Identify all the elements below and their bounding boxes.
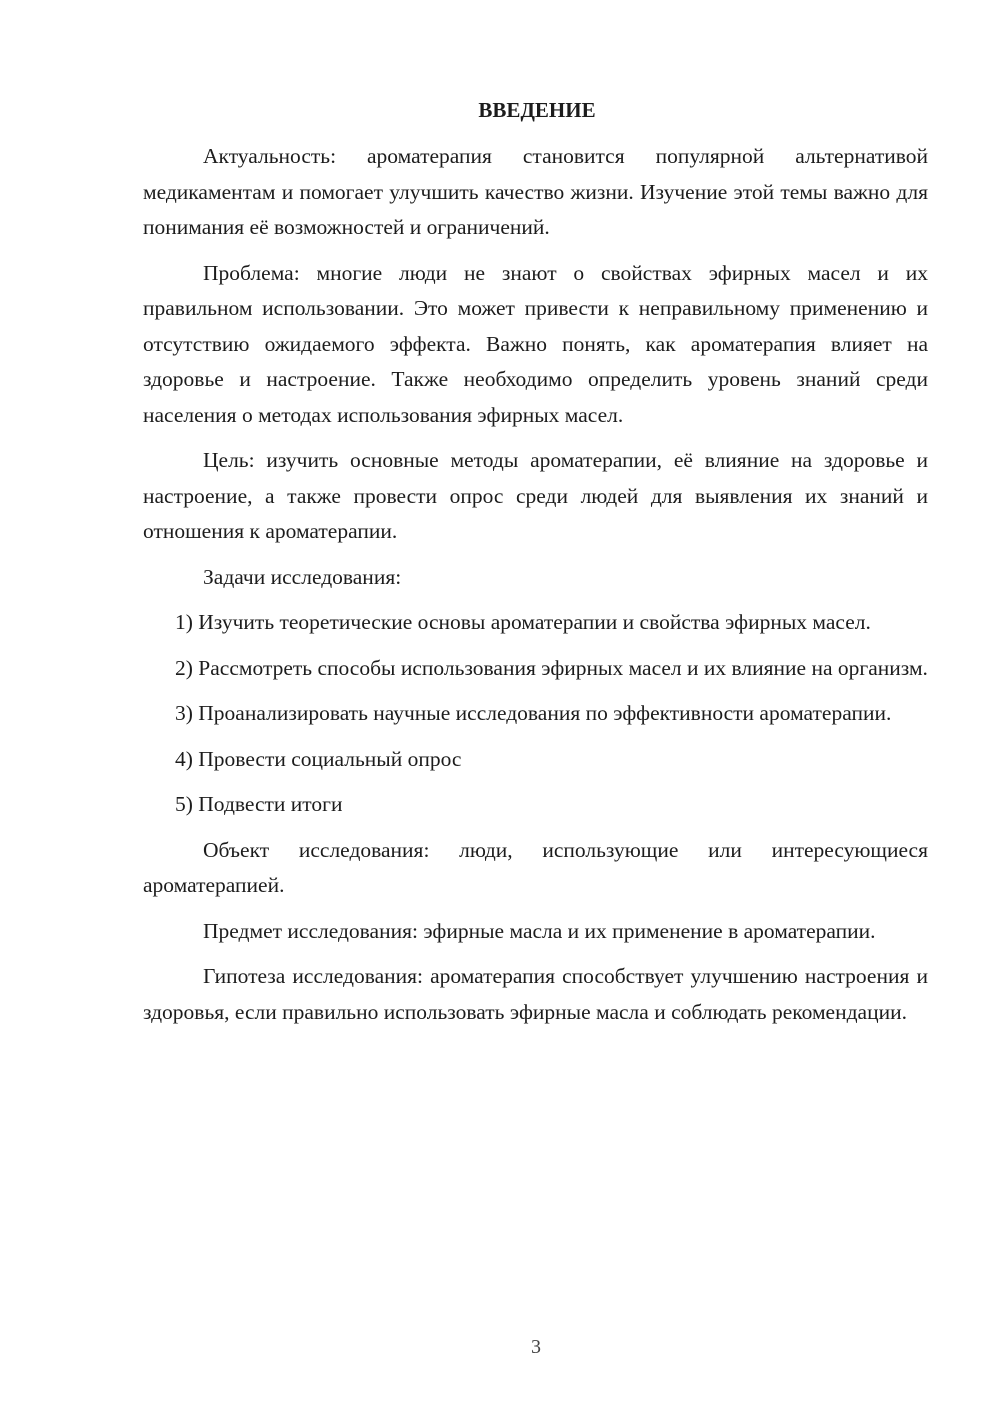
task-item-2: 2) Рассмотреть способы использования эфирных масел и их влияние на организм. bbox=[175, 655, 928, 680]
problem-paragraph: Проблема: многие люди не знают о свойствах эфирных масел и их правильном использовании. Это может привести к неправильному применению и отсутствию ожидаемого эффекта. Важно понять, как ароматерапия влияет на здоровье и настроение. Также необходимо определить уровень знаний среди населения о методах использования эфирных масел. bbox=[143, 260, 928, 427]
goal-paragraph: Цель: изучить основные методы ароматерапии, её влияние на здоровье и настроение, а также провести опрос среди людей для выявления их знаний и отношения к ароматерапии. bbox=[143, 448, 928, 543]
page-number: 3 bbox=[531, 1336, 541, 1358]
tasks-title: Задачи исследования: bbox=[203, 564, 402, 589]
hypothesis-paragraph: Гипотеза исследования: ароматерапия способствует улучшению настроения и здоровья, если правильно использовать эфирные масла и соблюдать рекомендации. bbox=[143, 964, 928, 1024]
task-item-5: 5) Подвести итоги bbox=[175, 792, 343, 816]
object-paragraph: Объект исследования: люди, использующие или интересующиеся ароматерапией. bbox=[143, 837, 928, 897]
subject-paragraph: Предмет исследования: эфирные масла и их применение в ароматерапии. bbox=[203, 918, 876, 943]
task-item-1: 1) Изучить теоретические основы ароматерапии и свойства эфирных масел. bbox=[175, 610, 871, 634]
section-heading: ВВЕДЕНИЕ bbox=[478, 98, 596, 122]
page-content bbox=[143, 94, 928, 1040]
relevance-paragraph: Актуальность: ароматерапия становится популярной альтернативой медикаментам и помогает улучшить качество жизни. Изучение этой темы важно для понимания её возможностей и ограничений. bbox=[143, 144, 928, 239]
task-item-4: 4) Провести социальный опрос bbox=[175, 746, 462, 771]
task-item-3: 3) Проанализировать научные исследования по эффективности ароматерапии. bbox=[175, 701, 892, 725]
